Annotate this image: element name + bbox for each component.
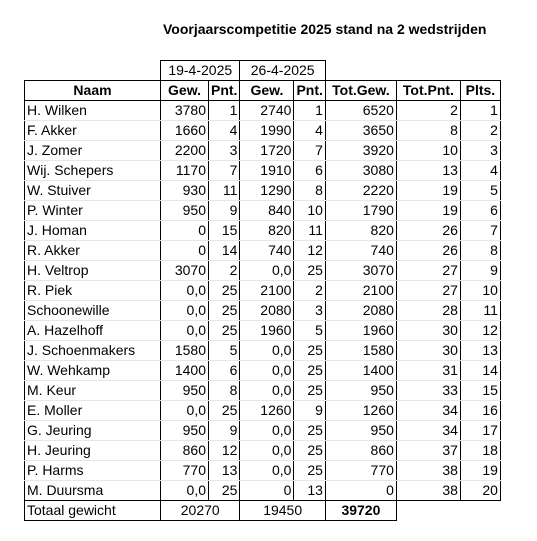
cell-pnt-2: 25: [294, 381, 325, 401]
cell-plts: 15: [460, 381, 500, 401]
date-header-2: 26-4-2025: [240, 61, 325, 81]
cell-pnt-1: 25: [209, 301, 240, 321]
cell-pnt-2: 25: [294, 361, 325, 381]
table-row: [25, 241, 501, 261]
total-gew-2: 19450: [240, 501, 325, 521]
total-tot-gew: 39720: [325, 501, 396, 521]
cell-pnt-1: 8: [209, 381, 240, 401]
cell-tot-pnt: 38: [396, 481, 460, 501]
date-header-row: [25, 61, 501, 81]
cell-naam: A. Hazelhoff: [25, 321, 161, 341]
total-row: [25, 501, 501, 521]
empty-header-cell: [25, 61, 161, 81]
cell-plts: 6: [460, 201, 500, 221]
cell-gew-1: 1660: [161, 121, 209, 141]
cell-gew-1: 1580: [161, 341, 209, 361]
header-naam: Naam: [25, 81, 161, 101]
cell-pnt-2: 4: [294, 121, 325, 141]
cell-tot-gew: 3650: [325, 121, 396, 141]
table-row: [25, 181, 501, 201]
standings-table: [24, 60, 501, 521]
cell-gew-2: 0,0: [240, 361, 294, 381]
cell-naam: Schoonewille: [25, 301, 161, 321]
header-pnt-2: Pnt.: [294, 81, 325, 101]
page-title: Voorjaarscompetitie 2025 stand na 2 wedstrijden: [163, 21, 487, 37]
cell-gew-1: 1170: [161, 161, 209, 181]
cell-plts: 16: [460, 401, 500, 421]
cell-plts: 18: [460, 441, 500, 461]
cell-gew-1: 0: [161, 221, 209, 241]
empty-header-cell: [325, 61, 396, 81]
cell-pnt-2: 2: [294, 281, 325, 301]
cell-tot-pnt: 13: [396, 161, 460, 181]
cell-gew-2: 840: [240, 201, 294, 221]
table-row: [25, 321, 501, 341]
table-row: [25, 101, 501, 121]
cell-pnt-1: 5: [209, 341, 240, 361]
cell-gew-1: 3780: [161, 101, 209, 121]
cell-naam: P. Winter: [25, 201, 161, 221]
header-tot-gew: Tot.Gew.: [325, 81, 396, 101]
empty-header-cell: [460, 61, 500, 81]
cell-tot-pnt: 33: [396, 381, 460, 401]
cell-pnt-2: 12: [294, 241, 325, 261]
cell-tot-gew: 6520: [325, 101, 396, 121]
cell-gew-2: 2100: [240, 281, 294, 301]
cell-pnt-1: 25: [209, 281, 240, 301]
cell-pnt-2: 25: [294, 341, 325, 361]
cell-naam: P. Harms: [25, 461, 161, 481]
cell-tot-gew: 3080: [325, 161, 396, 181]
cell-pnt-2: 25: [294, 461, 325, 481]
cell-tot-pnt: 10: [396, 141, 460, 161]
cell-tot-pnt: 38: [396, 461, 460, 481]
cell-tot-pnt: 19: [396, 181, 460, 201]
cell-pnt-2: 25: [294, 441, 325, 461]
cell-gew-1: 0: [161, 241, 209, 261]
table-row: [25, 281, 501, 301]
cell-tot-gew: 1790: [325, 201, 396, 221]
cell-pnt-1: 13: [209, 461, 240, 481]
cell-plts: 17: [460, 421, 500, 441]
cell-pnt-1: 2: [209, 261, 240, 281]
cell-pnt-2: 13: [294, 481, 325, 501]
cell-tot-gew: 1400: [325, 361, 396, 381]
cell-gew-2: 820: [240, 221, 294, 241]
cell-gew-2: 0,0: [240, 441, 294, 461]
cell-gew-1: 0,0: [161, 321, 209, 341]
cell-pnt-1: 7: [209, 161, 240, 181]
cell-pnt-2: 25: [294, 261, 325, 281]
cell-naam: F. Akker: [25, 121, 161, 141]
cell-tot-gew: 3070: [325, 261, 396, 281]
cell-gew-2: 1290: [240, 181, 294, 201]
cell-pnt-1: 9: [209, 421, 240, 441]
cell-tot-gew: 1260: [325, 401, 396, 421]
table-row: [25, 261, 501, 281]
cell-pnt-1: 12: [209, 441, 240, 461]
cell-naam: G. Jeuring: [25, 421, 161, 441]
cell-gew-2: 1960: [240, 321, 294, 341]
cell-pnt-1: 4: [209, 121, 240, 141]
cell-tot-gew: 3920: [325, 141, 396, 161]
cell-naam: M. Keur: [25, 381, 161, 401]
cell-gew-2: 0,0: [240, 461, 294, 481]
header-tot-pnt: Tot.Pnt.: [396, 81, 460, 101]
total-empty-cell: [460, 501, 500, 521]
total-empty-cell: [396, 501, 460, 521]
empty-header-cell: [396, 61, 460, 81]
cell-pnt-2: 8: [294, 181, 325, 201]
cell-gew-2: 2080: [240, 301, 294, 321]
table-row: [25, 461, 501, 481]
cell-plts: 4: [460, 161, 500, 181]
cell-tot-pnt: 30: [396, 341, 460, 361]
cell-tot-gew: 2100: [325, 281, 396, 301]
cell-pnt-1: 3: [209, 141, 240, 161]
cell-gew-2: 0: [240, 481, 294, 501]
cell-gew-2: 740: [240, 241, 294, 261]
table-row: [25, 161, 501, 181]
table-row: [25, 121, 501, 141]
cell-naam: W. Wehkamp: [25, 361, 161, 381]
date-header-1: 19-4-2025: [161, 61, 240, 81]
cell-pnt-2: 11: [294, 221, 325, 241]
header-pnt-1: Pnt.: [209, 81, 240, 101]
cell-tot-pnt: 26: [396, 221, 460, 241]
cell-naam: E. Moller: [25, 401, 161, 421]
table-row: [25, 221, 501, 241]
cell-gew-1: 0,0: [161, 301, 209, 321]
cell-tot-gew: 770: [325, 461, 396, 481]
cell-tot-gew: 820: [325, 221, 396, 241]
cell-naam: Wij. Schepers: [25, 161, 161, 181]
cell-tot-gew: 950: [325, 381, 396, 401]
cell-plts: 7: [460, 221, 500, 241]
cell-tot-gew: 2080: [325, 301, 396, 321]
cell-gew-2: 0,0: [240, 421, 294, 441]
cell-tot-pnt: 31: [396, 361, 460, 381]
cell-gew-2: 1990: [240, 121, 294, 141]
cell-plts: 13: [460, 341, 500, 361]
cell-tot-pnt: 8: [396, 121, 460, 141]
cell-gew-1: 950: [161, 201, 209, 221]
cell-gew-1: 770: [161, 461, 209, 481]
cell-gew-1: 3070: [161, 261, 209, 281]
cell-tot-gew: 1960: [325, 321, 396, 341]
cell-pnt-2: 6: [294, 161, 325, 181]
cell-tot-pnt: 2: [396, 101, 460, 121]
cell-pnt-2: 5: [294, 321, 325, 341]
cell-plts: 8: [460, 241, 500, 261]
cell-pnt-2: 25: [294, 421, 325, 441]
cell-tot-pnt: 27: [396, 261, 460, 281]
cell-naam: J. Schoenmakers: [25, 341, 161, 361]
cell-pnt-2: 3: [294, 301, 325, 321]
cell-tot-pnt: 34: [396, 421, 460, 441]
cell-pnt-1: 6: [209, 361, 240, 381]
cell-plts: 11: [460, 301, 500, 321]
cell-plts: 1: [460, 101, 500, 121]
table-row: [25, 401, 501, 421]
cell-gew-2: 1910: [240, 161, 294, 181]
cell-pnt-1: 14: [209, 241, 240, 261]
cell-gew-1: 2200: [161, 141, 209, 161]
cell-tot-gew: 950: [325, 421, 396, 441]
cell-naam: R. Akker: [25, 241, 161, 261]
cell-plts: 10: [460, 281, 500, 301]
cell-pnt-1: 15: [209, 221, 240, 241]
cell-tot-pnt: 34: [396, 401, 460, 421]
cell-plts: 5: [460, 181, 500, 201]
cell-tot-gew: 1580: [325, 341, 396, 361]
cell-naam: W. Stuiver: [25, 181, 161, 201]
cell-pnt-1: 9: [209, 201, 240, 221]
cell-gew-2: 0,0: [240, 261, 294, 281]
cell-gew-2: 1720: [240, 141, 294, 161]
cell-naam: M. Duursma: [25, 481, 161, 501]
table-row: [25, 141, 501, 161]
cell-gew-1: 0,0: [161, 281, 209, 301]
cell-tot-pnt: 19: [396, 201, 460, 221]
cell-naam: R. Piek: [25, 281, 161, 301]
header-gew-1: Gew.: [161, 81, 209, 101]
cell-tot-gew: 740: [325, 241, 396, 261]
cell-plts: 20: [460, 481, 500, 501]
total-label: Totaal gewicht: [25, 501, 161, 521]
cell-pnt-1: 25: [209, 321, 240, 341]
table-row: [25, 441, 501, 461]
table-row: [25, 301, 501, 321]
cell-gew-2: 0,0: [240, 341, 294, 361]
cell-naam: J. Homan: [25, 221, 161, 241]
cell-plts: 9: [460, 261, 500, 281]
cell-pnt-1: 25: [209, 401, 240, 421]
cell-gew-1: 860: [161, 441, 209, 461]
cell-plts: 3: [460, 141, 500, 161]
cell-gew-1: 930: [161, 181, 209, 201]
cell-naam: J. Zomer: [25, 141, 161, 161]
cell-plts: 14: [460, 361, 500, 381]
cell-gew-1: 950: [161, 421, 209, 441]
cell-naam: H. Jeuring: [25, 441, 161, 461]
cell-naam: H. Veltrop: [25, 261, 161, 281]
cell-plts: 2: [460, 121, 500, 141]
cell-tot-gew: 2220: [325, 181, 396, 201]
table-row: [25, 421, 501, 441]
table-row: [25, 341, 501, 361]
cell-tot-pnt: 27: [396, 281, 460, 301]
cell-pnt-2: 10: [294, 201, 325, 221]
column-header-row: [25, 81, 501, 101]
cell-pnt-1: 25: [209, 481, 240, 501]
cell-gew-1: 950: [161, 381, 209, 401]
cell-pnt-2: 9: [294, 401, 325, 421]
cell-gew-2: 1260: [240, 401, 294, 421]
cell-gew-1: 0,0: [161, 481, 209, 501]
cell-plts: 12: [460, 321, 500, 341]
cell-gew-1: 0,0: [161, 401, 209, 421]
cell-tot-pnt: 30: [396, 321, 460, 341]
cell-gew-1: 1400: [161, 361, 209, 381]
cell-pnt-1: 11: [209, 181, 240, 201]
cell-pnt-2: 1: [294, 101, 325, 121]
table-row: [25, 201, 501, 221]
table-row: [25, 361, 501, 381]
cell-gew-2: 2740: [240, 101, 294, 121]
cell-pnt-2: 7: [294, 141, 325, 161]
cell-tot-gew: 0: [325, 481, 396, 501]
cell-tot-gew: 860: [325, 441, 396, 461]
cell-pnt-1: 1: [209, 101, 240, 121]
header-gew-2: Gew.: [240, 81, 294, 101]
cell-tot-pnt: 37: [396, 441, 460, 461]
cell-tot-pnt: 28: [396, 301, 460, 321]
cell-gew-2: 0,0: [240, 381, 294, 401]
cell-naam: H. Wilken: [25, 101, 161, 121]
total-gew-1: 20270: [161, 501, 240, 521]
cell-tot-pnt: 26: [396, 241, 460, 261]
table-body: [25, 101, 501, 501]
header-plts: Plts.: [460, 81, 500, 101]
table-row: [25, 481, 501, 501]
table-row: [25, 381, 501, 401]
cell-plts: 19: [460, 461, 500, 481]
